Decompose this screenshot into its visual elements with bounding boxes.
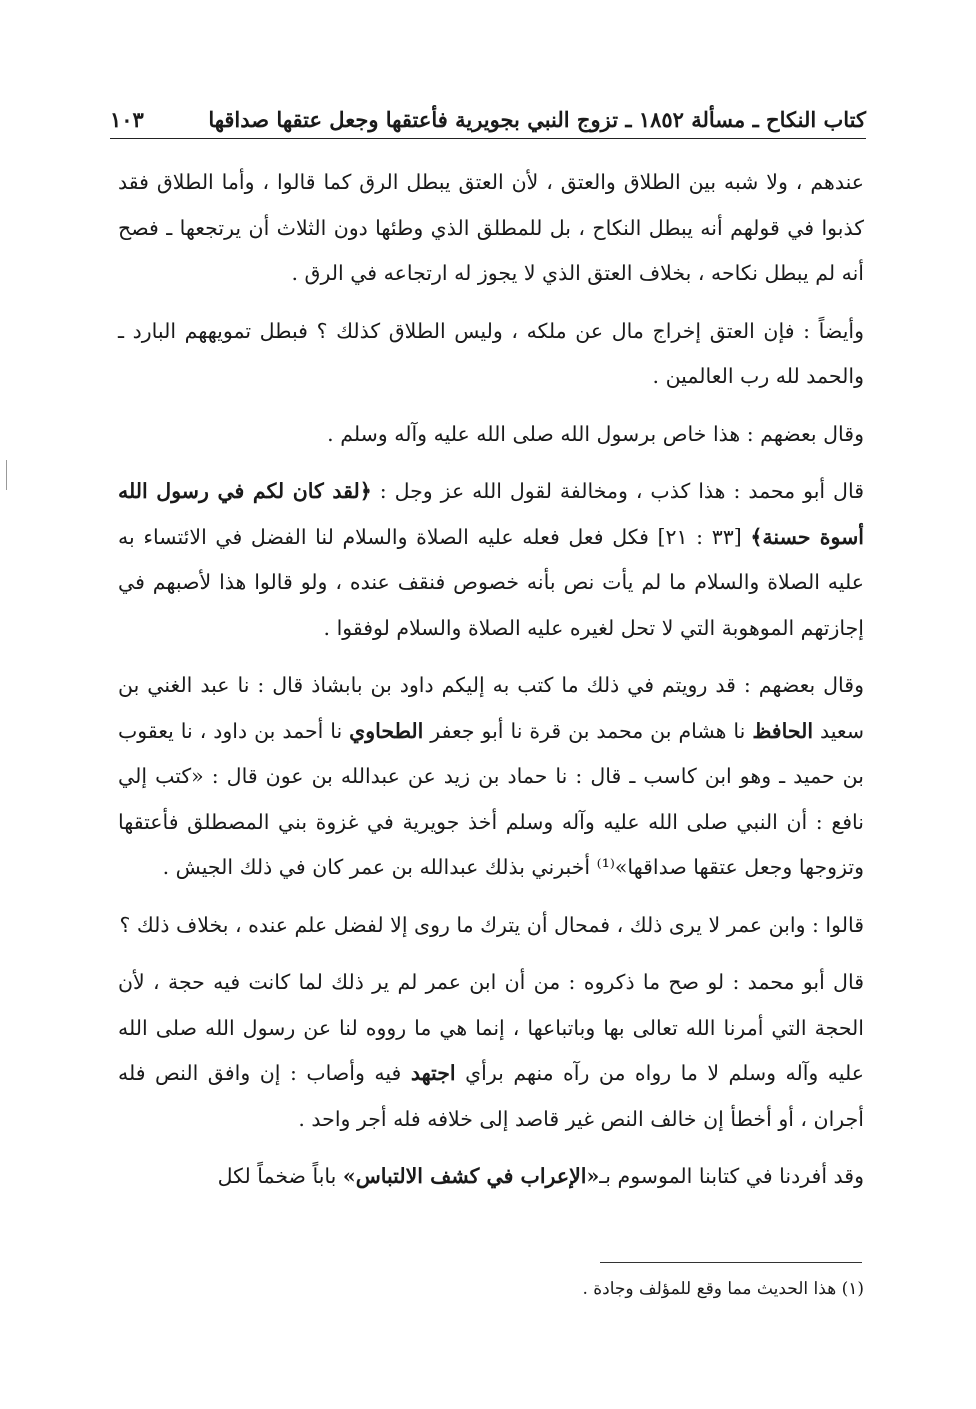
paragraph	[118, 309, 864, 400]
page-number: ١٠٣	[110, 107, 144, 132]
text-segment: عندهم ، ولا شبه بين الطلاق والعتق ، لأن العتق يبطل الرق كما قالوا ، وأما الطلاق فقد كذبوا في قولهم أنه يبطل النكاح ، بل للمطلق الذي وطئها دون الثلاث أن يرتجعها ـ فصح أنه لم يبطل نكاحه ، بخلاف العتق الذي لا يجوز له ارتجاعه في الرق .	[118, 170, 864, 285]
paragraph	[118, 160, 864, 297]
running-header	[110, 92, 866, 139]
text-segment: فيه وأصاب : إن وافق النص فله أجران ، أو أخطأ إن خالف النص غير قاصد إلى خلافه فله أجر واحد .	[118, 1061, 864, 1131]
text-segment: قال أبو محمد : لو صح ما ذكروه : من أن ابن عمر لم ير ذلك لما كانت فيه حجة ، لأن الحجة التي أمرنا الله تعالى بها وباتباعها ، إنما هي ما رووه لنا عن رسول الله صلى الله عليه وآله وسلم لا ما رواه من رآه منهم برأي	[118, 970, 865, 1085]
paragraph	[118, 412, 864, 458]
paragraph	[118, 469, 864, 651]
text-segment: وقال بعضهم : هذا خاص برسول الله صلى الله عليه وآله وسلم .	[327, 421, 864, 446]
body-text	[118, 160, 864, 1212]
text-segment: قال أبو محمد : هذا كذب ، ومخالفة لقول الله عز وجل :	[371, 479, 865, 503]
paragraph	[118, 960, 864, 1142]
bold-segment: ﴿لقد كان لكم في رسول الله أسوة حسنة﴾	[118, 479, 864, 549]
text-segment: وأيضاً : فإن العتق إخراج مال عن ملكه ، وليس الطلاق كذلك ؟ فبطل تمويههم البارد ـ والحمد لله رب العالمين .	[118, 318, 864, 388]
paragraph	[118, 663, 864, 891]
bold-segment: الحافظ	[752, 718, 814, 743]
text-segment: نا أحمد بن داود ، نا يعقوب بن حميد ـ وهو ابن كاسب ـ قال : نا حماد بن زيد عن عبدالله بن عون قال : «كتب إلي نافع : أن النبي صلى الله عليه وآله وسلم أخذ جويرية في غزوة بني المصطلق فأعتقها وتزوجها وجعل عتقها صداقها»⁽¹⁾ أخبرني بذلك عبدالله بن عمر كان في ذلك الجيش .	[118, 718, 864, 879]
text-segment: [٣٣ : ٢١] فكل فعل فعله عليه الصلاة والسلام لنا الفضل في الائتساء به عليه الصلاة والسلام ما لم يأت نص بأنه خصوص فنقف عنده ، ولو قالوا هذا لأصبهم في إجازتهم الموهوبة التي لا تحل لغيره عليه الصلاة والسلام لوفقوا .	[118, 524, 864, 640]
text-segment: باباً ضخماً لكل	[217, 1164, 343, 1188]
text-segment: وقد أفردنا في كتابنا الموسوم بـ	[599, 1164, 864, 1188]
header-title: كتاب النكاح ـ مسألة ١٨٥٢ ـ تزوج النبي بجويرية فأعتقها وجعل عتقها صداقها	[208, 107, 866, 132]
text-segment: نا هشام بن محمد بن قرة نا أبو جعفر	[423, 718, 753, 743]
paragraph	[118, 903, 864, 949]
bold-segment: الطحاوي	[349, 718, 424, 743]
margin-mark	[6, 460, 7, 490]
bold-segment: «الإعراب في كشف الالتباس»	[342, 1164, 600, 1188]
paragraph	[118, 1154, 864, 1200]
text-segment: قالوا : وابن عمر لا يرى ذلك ، فمحال أن يترك ما روى إلا لفضل علم عنده ، بخلاف ذلك ؟	[119, 912, 864, 937]
footnote-divider	[600, 1262, 862, 1263]
text-segment: وقال بعضهم : قد رويتم في ذلك ما كتب به إليكم داود بن بابشاذ قال : نا عبد الغني بن سعيد	[118, 673, 864, 743]
bold-segment: اجتهد	[410, 1061, 456, 1085]
footnote: (١) هذا الحديث مما وقع للمؤلف وجادة .	[582, 1279, 864, 1299]
